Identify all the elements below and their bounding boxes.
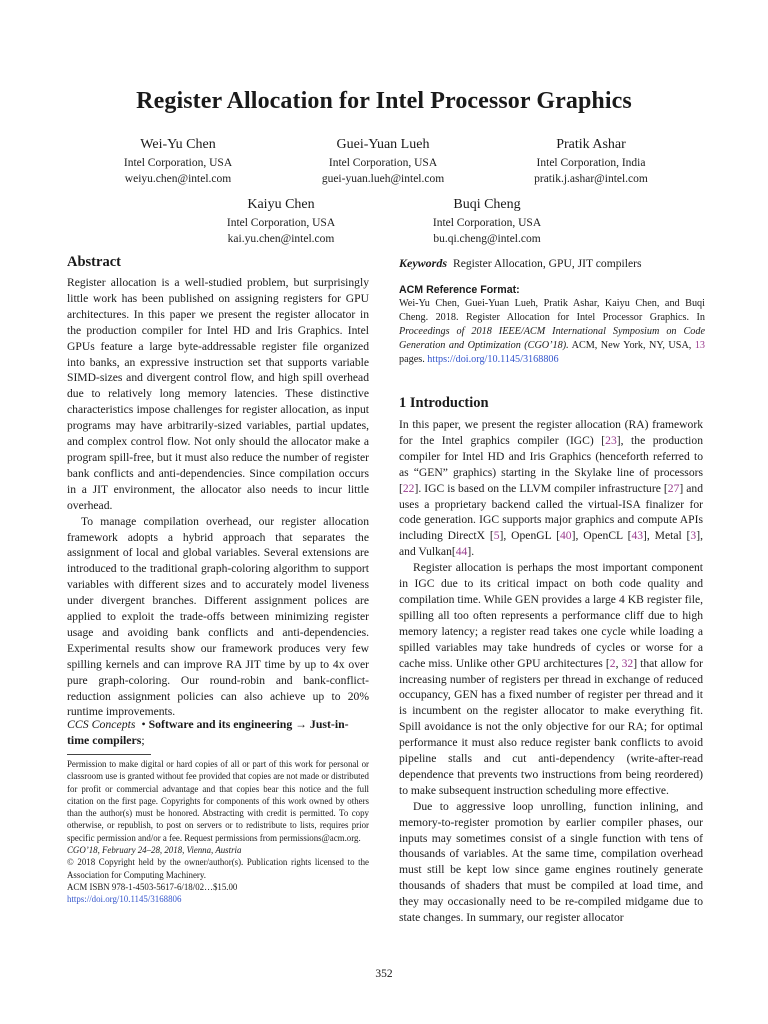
intro-paragraph [399,417,703,560]
author-name: Kaiyu Chen [247,197,315,212]
acm-reference-pages-suffix: pages. [399,354,428,366]
author-name: Guei-Yuan Lueh [336,137,430,152]
author-email: pratik.j.ashar@intel.com [534,173,648,185]
intro-text: ], OpenCL [ [571,529,632,543]
acm-reference-doi-link[interactable]: https://doi.org/10.1145/3168806 [427,354,559,366]
introduction-body [399,417,703,926]
keywords [399,256,705,271]
author-block [278,137,488,187]
abstract-paragraph: To manage compilation overhead, our register allocation framework adopts a hybrid approach that separates the assignment of local and global variables. Several extensions are introduced to the traditional graph-coloring algorithm to support variables with different sizes and to accurately model liveness under divergent branches. Different assignment polices are applied to exploit the trade-offs between minimizing register usage and avoiding bank conflicts and anti-dependencies. Experimental results show our framework produces very few spilling kernels and can improve RA JIT time by up to 4x over pure graph-coloring. Our round-robin and bank-conflict-reduction assignment policies can also achieve up to 20% runtime improvements. [67,514,369,719]
author-block [73,137,283,187]
author-affiliation: Intel Corporation, India [536,157,646,169]
ccs-suffix: ; [141,733,145,747]
introduction-heading: 1 Introduction [399,395,489,411]
acm-reference-publisher: ACM, New York, NY, USA, [568,340,695,352]
intro-text: ], and Vulkan[ [399,529,703,559]
ccs-label: CCS Concepts [67,717,136,731]
acm-reference-pages: 13 [694,340,706,352]
ccs-concepts [67,716,369,748]
copyright-line: © 2018 Copyright held by the owner/author(s). Publication rights licensed to the Association for Computing Machinery. [67,857,369,880]
intro-text: , [615,656,622,670]
acm-reference-authors: Wei-Yu Chen, Guei-Yuan Lueh, Pratik Ashar, Kaiyu Chen, and Buqi Cheng. 2018. Register Allocation for Intel Processor Graphics. In [399,298,705,324]
abstract-heading: Abstract [67,254,121,270]
author-affiliation: Intel Corporation, USA [432,217,542,229]
intro-text: ], Metal [ [643,529,691,543]
author-block [382,197,592,247]
citation-link[interactable]: 22 [402,481,415,495]
intro-paragraph [399,560,703,799]
permission-footnote [67,758,369,906]
citation-link[interactable]: 43 [631,529,644,543]
author-affiliation: Intel Corporation, USA [123,157,233,169]
keywords-text: Register Allocation, GPU, JIT compilers [453,257,642,270]
intro-text: ], the production compiler for Intel HD and Iris Graphics (henceforth referred to as “GEN” graphics) starting in the Skylake line of processors [ [399,433,703,495]
citation-link[interactable]: 2 [609,656,616,670]
intro-text: ]. [467,545,475,559]
acm-reference-label: ACM Reference Format: [399,284,520,296]
citation-link[interactable]: 5 [493,529,500,543]
author-block [176,197,386,247]
citation-link[interactable]: 32 [621,656,634,670]
citation-link[interactable]: 40 [560,529,572,543]
author-email: kai.yu.chen@intel.com [227,233,335,245]
author-affiliation: Intel Corporation, USA [328,157,438,169]
ccs-bullet: • [141,717,146,731]
author-affiliation: Intel Corporation, USA [226,217,336,229]
acm-reference-proceedings: Proceedings of 2018 IEEE/ACM International Symposium on Code Generation and Optimization (CGO’18). [399,326,705,352]
citation-link[interactable]: 44 [455,545,468,559]
intro-text: ], OpenGL [ [499,529,560,543]
page-number: 352 [375,968,393,980]
footnote-rule [67,754,151,755]
acm-reference [399,283,705,368]
author-email: bu.qi.cheng@intel.com [433,233,541,245]
citation-link[interactable]: 27 [667,481,680,495]
intro-text: In this paper, we present the register allocation (RA) framework for the Intel graphics compiler (IGC) [ [399,418,703,447]
paper-title: Register Allocation for Intel Processor Graphics [136,88,632,114]
intro-text: Register allocation is perhaps the most important component in IGC due to its critical impact on both code quality and compilation time. While GEN provides a large 4 KB register file, spilling all too often represents a performance cliff due to high memory latency; a register read takes one cycle while loading a spilled variables may take hundreds of cycles or worse for a cache miss. Unlike other GPU architectures [ [399,561,703,670]
footnote-doi-link[interactable]: https://doi.org/10.1145/3168806 [67,894,182,905]
abstract-paragraph: Register allocation is a well-studied problem, but surprisingly little work has been published on assigning registers for GPU architectures. In this paper we present the register allocator in the production compiler for Intel HD and Iris Graphics. Intel GPUs feature a large byte-addressable register file organized into banks, an expressive instruction set that supports variable SIMD-sizes and divergent control flow, and high spill overhead due to relatively long memory latencies. These distinctive characteristics impose challenges for register allocation, as input programs may have arbitrarily-sized variables, partial updates, and complex control flow. Not only should the allocator make a program spill-free, but it must also reduce the number of register bank conflicts and anti-dependencies. Since compilation occurs in a JIT environment, the allocator also needs to incur little overhead. [67,276,369,512]
author-name: Wei-Yu Chen [140,137,216,152]
venue-line: CGO’18, February 24–28, 2018, Vienna, Austria [67,845,242,856]
author-name: Pratik Ashar [556,137,626,152]
author-name: Buqi Cheng [453,197,521,212]
permission-text: Permission to make digital or hard copies of all or part of this work for personal or classroom use is granted without fee provided that copies are not made or distributed for profit or commercial advantage and that copies bear this notice and the full citation on the first page. Copyrights for components of this work owned by others than the author(s) must be honored. Abstracting with credit is permitted. To copy otherwise, or republish, to post on servers or to redistribute to lists, requires prior specific permission and/or a fee. Request permissions from permissions@acm.org. [67,759,369,843]
intro-text: ] that allow for increasing number of registers per thread in exchange of reduced occupancy, GEN has a fixed number of register per thread and it is incumbent on the register allocator to make everything fit. Spill avoidance is not the only objective for our RA; for optimal performance it must also reduce register bank conflicts to avoid pipeline stalls and cut anti-dependency (write-after-read dependence that prevents two instructions from being reordered) to make subsequent instruction scheduling more effective. [399,656,704,797]
intro-text: ]. IGC is based on the LLVM compiler infrastructure [ [414,481,668,495]
author-email: guei-yuan.lueh@intel.com [321,173,445,185]
ccs-text: Software and its engineering → Just-in-time compilers [67,717,349,747]
citation-link[interactable]: 23 [605,433,617,447]
abstract-body [67,275,369,720]
citation-link[interactable]: 3 [690,529,697,543]
keywords-label: Keywords [399,256,447,270]
intro-text: ] and uses a proprietary backend called the virtual-ISA finalizer for code generation. IGC supports major graphics and compute APIs including DirectX [ [399,481,704,543]
isbn-line: ACM ISBN 978-1-4503-5617-6/18/02…$15.00 [67,881,238,892]
intro-paragraph: Due to aggressive loop unrolling, function inlining, and memory-to-register promotion by earlier compiler phases, our inputs may sometimes consist of a single function with tens of thousands of variables. At the same time, compilation overhead must still be kept low since game engines routinely generate thousands of shaders that must be compiled at load time, and they may occasionally need to be re-compiled midgame due to state changes. In summary, our register allocator [399,799,703,925]
author-email: weiyu.chen@intel.com [124,173,232,185]
author-block [486,137,696,187]
